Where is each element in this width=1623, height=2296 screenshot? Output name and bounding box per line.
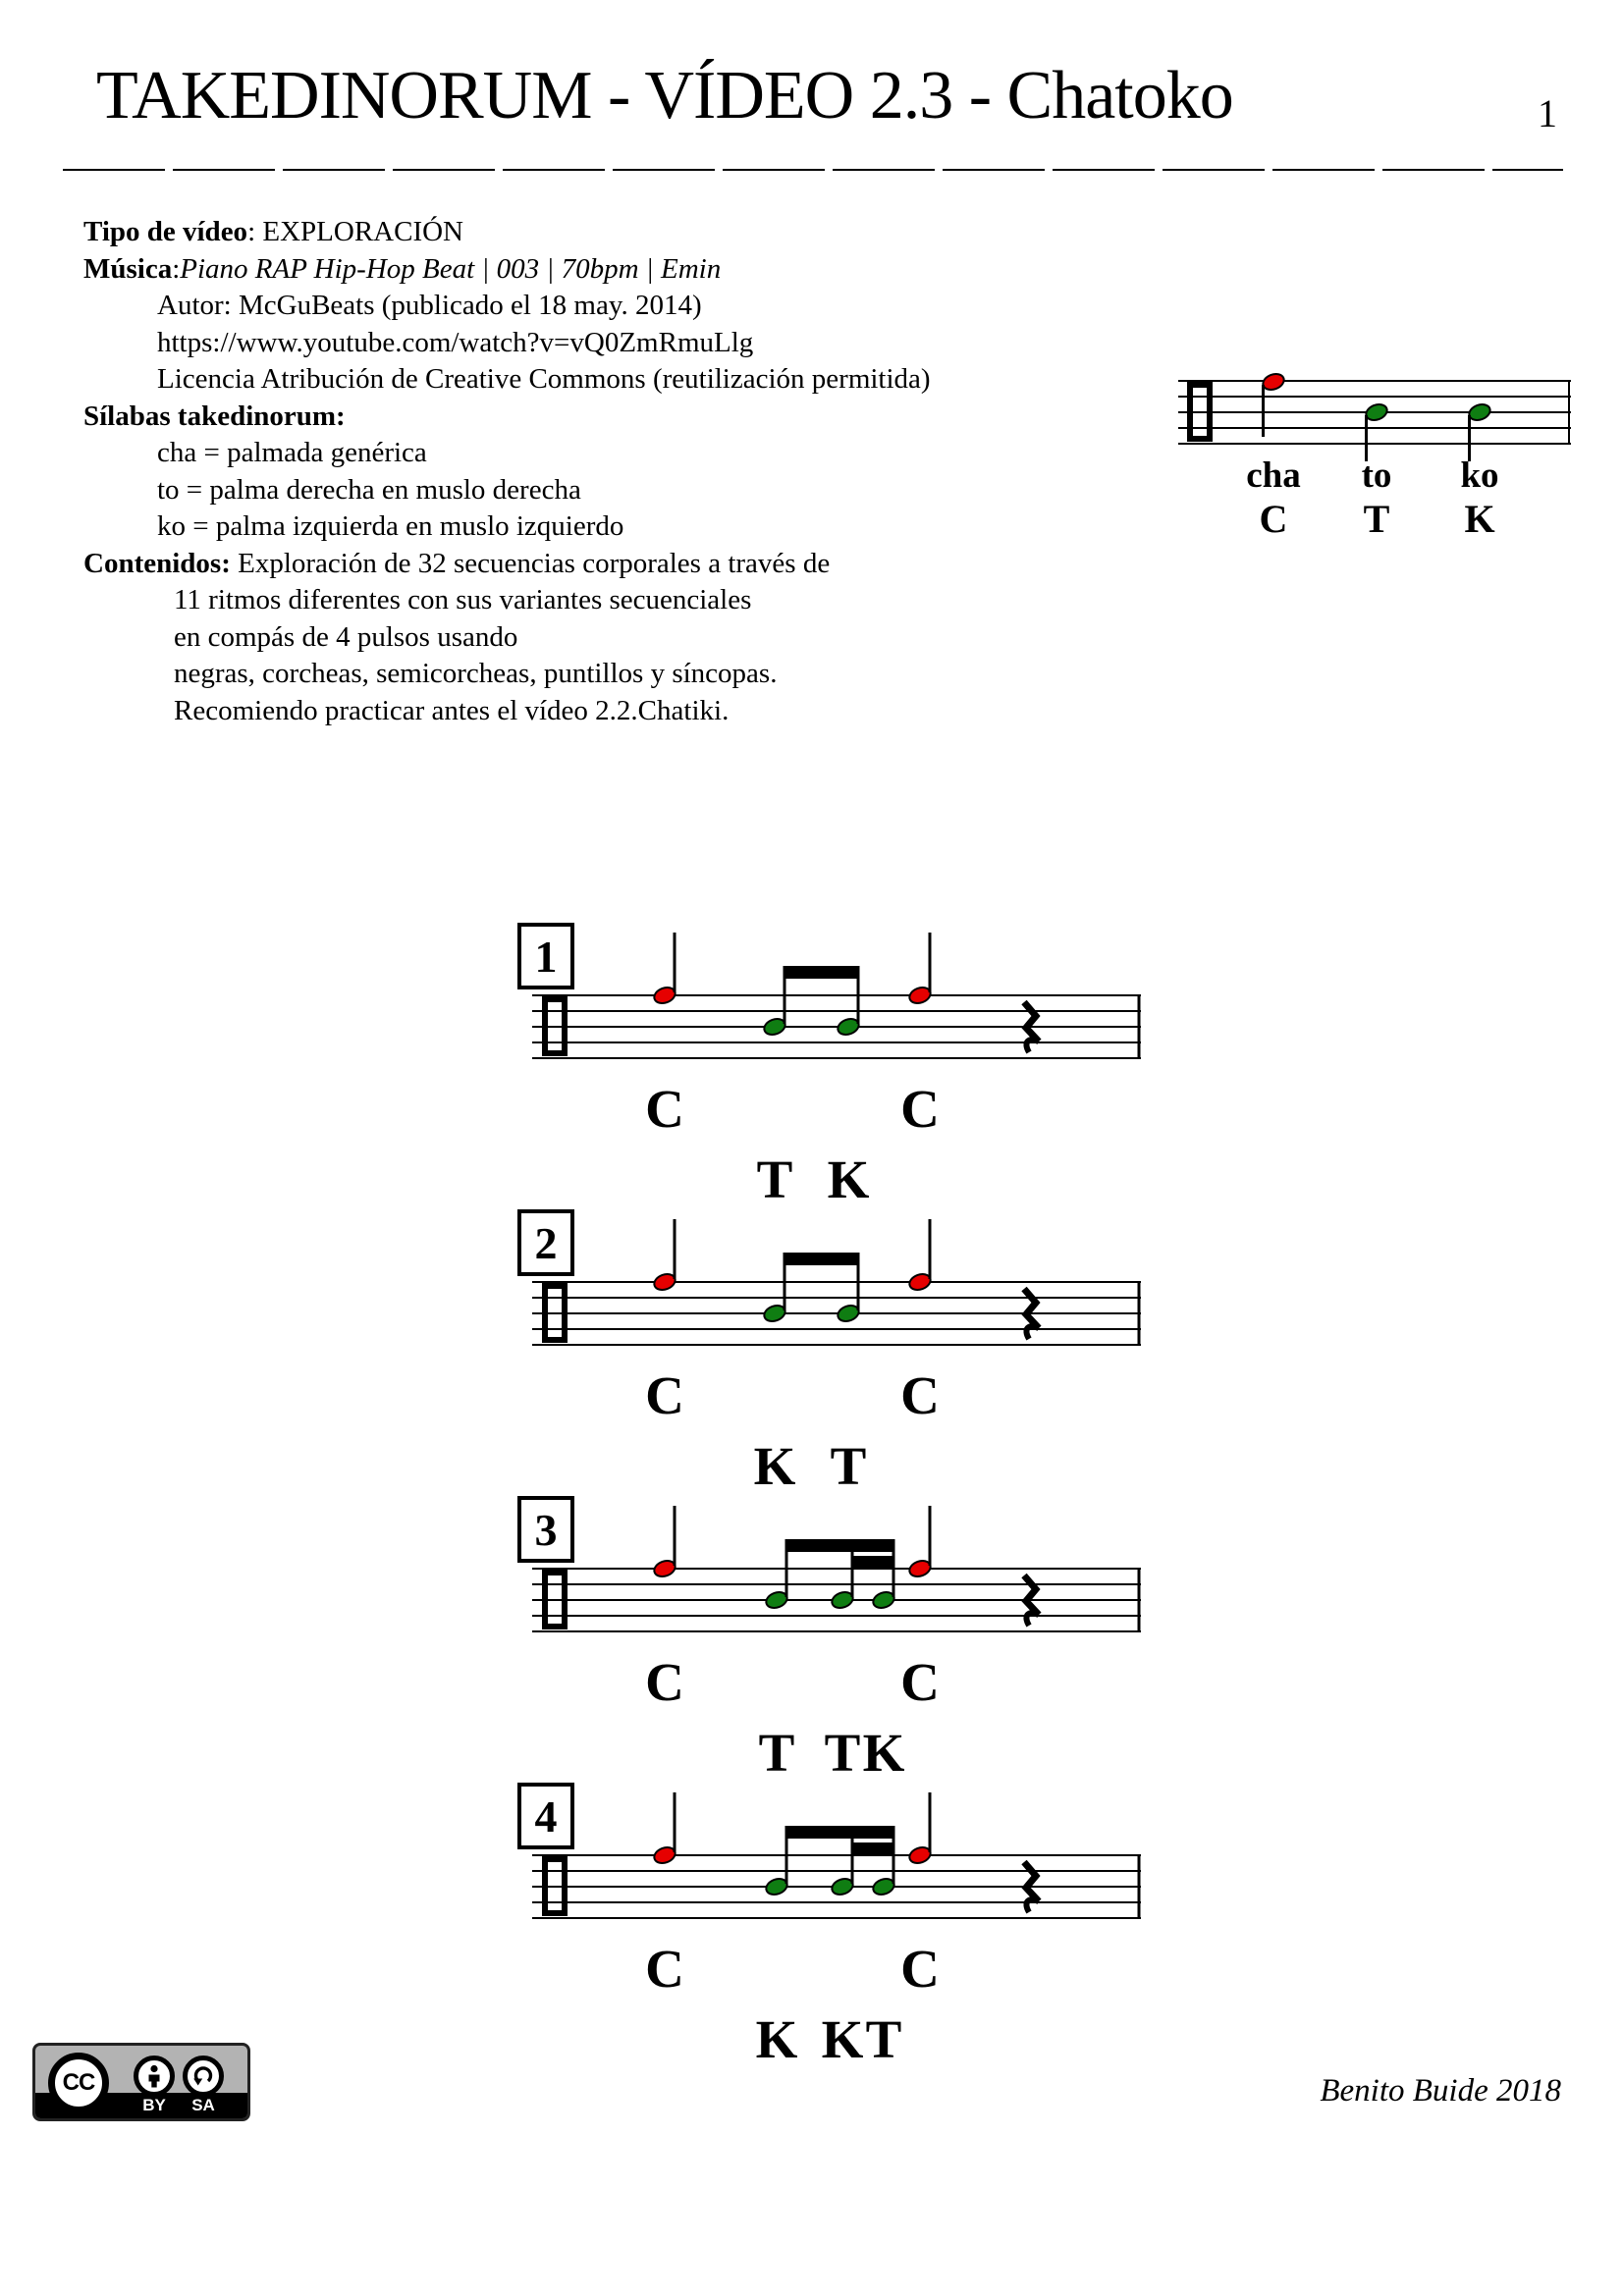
info-line: Contenidos: Exploración de 32 secuencias corporales a través de <box>83 547 831 579</box>
staff-svg <box>496 923 1163 1070</box>
title-separator <box>63 169 1563 171</box>
video-url-link[interactable]: https://www.youtube.com/watch?v=vQ0ZmRmuLlg <box>157 326 754 358</box>
info-line: Sílabas takedinorum: <box>83 400 346 432</box>
system-number: 4 <box>517 1783 574 1849</box>
page-number: 1 <box>1538 91 1557 135</box>
beam <box>785 1539 895 1552</box>
note-letter-label: K <box>1464 497 1495 541</box>
syllable-label: T <box>824 1723 861 1783</box>
info-line: Licencia Atribución de Creative Commons (reutilización permitida) <box>157 363 931 395</box>
syllable-label: K <box>753 1436 796 1496</box>
staff-svg <box>496 1209 1163 1357</box>
syllable-label: cha <box>1246 455 1301 496</box>
syllable-label: K <box>821 2009 864 2069</box>
cc-sa-label: SA <box>191 2096 215 2114</box>
system-number: 3 <box>517 1496 574 1563</box>
info-line: negras, corcheas, semicorcheas, puntillos y síncopas. <box>174 658 778 689</box>
note-letter-label: C <box>900 1365 940 1425</box>
syllable-label: T <box>865 2009 902 2069</box>
note-letter-label: C <box>1259 497 1288 541</box>
note-letter-label: T <box>1363 497 1390 541</box>
info-line: Tipo de vídeo: EXPLORACIÓN <box>83 216 463 247</box>
note-letter-label: C <box>900 1652 940 1712</box>
cc-by-sa-badge[interactable] <box>32 2043 250 2121</box>
author-credit: Benito Buide 2018 <box>1320 2073 1561 2109</box>
info-line: to = palma derecha en muslo derecha <box>157 473 581 506</box>
syllable-label: T <box>830 1436 867 1496</box>
info-line: 11 ritmos diferentes con sus variantes secuenciales <box>174 584 752 615</box>
syllable-label: T <box>758 1723 795 1783</box>
staff-svg <box>496 1496 1163 1643</box>
example-staff <box>1168 368 1581 574</box>
info-line: ko = palma izquierda en muslo izquierdo <box>157 510 624 542</box>
cc-logo-icon: CC <box>48 2053 109 2113</box>
note-letter-label: C <box>645 1365 684 1425</box>
syllable-label: ko <box>1460 455 1499 496</box>
beam <box>784 1253 860 1265</box>
beam <box>785 1826 895 1839</box>
syllable-label: to <box>1361 455 1392 496</box>
note-letter-label: C <box>645 1939 684 1999</box>
info-line: en compás de 4 pulsos usando <box>174 620 518 653</box>
note-letter-label: C <box>900 1079 940 1139</box>
beam-secondary <box>851 1556 895 1568</box>
staff-svg <box>496 1783 1163 1930</box>
rhythm-system-2 <box>496 1209 1163 1496</box>
beam <box>784 966 860 979</box>
info-block <box>0 214 1080 729</box>
system-number: 1 <box>517 923 574 989</box>
beam-secondary <box>851 1842 895 1854</box>
rhythm-system-4 <box>496 1783 1163 2069</box>
syllable-label: K <box>755 2009 798 2069</box>
syllable-label: T <box>756 1149 793 1209</box>
page-title: TAKEDINORUM - VÍDEO 2.3 - Chatoko <box>96 58 1233 133</box>
cc-sa-arrow-icon <box>183 2056 224 2097</box>
note-letter-label: C <box>645 1652 684 1712</box>
syllable-label: K <box>827 1149 870 1209</box>
rhythm-system-3 <box>496 1496 1163 1783</box>
info-line: Recomiendo practicar antes el vídeo 2.2.Chatiki. <box>174 694 730 726</box>
info-line: Música:Piano RAP Hip-Hop Beat | 003 | 70bpm | Emin <box>83 252 722 285</box>
system-number: 2 <box>517 1209 574 1276</box>
rhythm-system-1 <box>496 923 1163 1209</box>
cc-by-label: BY <box>142 2096 166 2114</box>
info-line: cha = palmada genérica <box>157 437 427 468</box>
syllable-label: K <box>862 1723 905 1783</box>
note-letter-label: C <box>900 1939 940 1999</box>
cc-by-person-icon <box>134 2056 175 2097</box>
note-letter-label: C <box>645 1079 684 1139</box>
info-line: Autor: McGuBeats (publicado el 18 may. 2014) <box>157 290 702 321</box>
